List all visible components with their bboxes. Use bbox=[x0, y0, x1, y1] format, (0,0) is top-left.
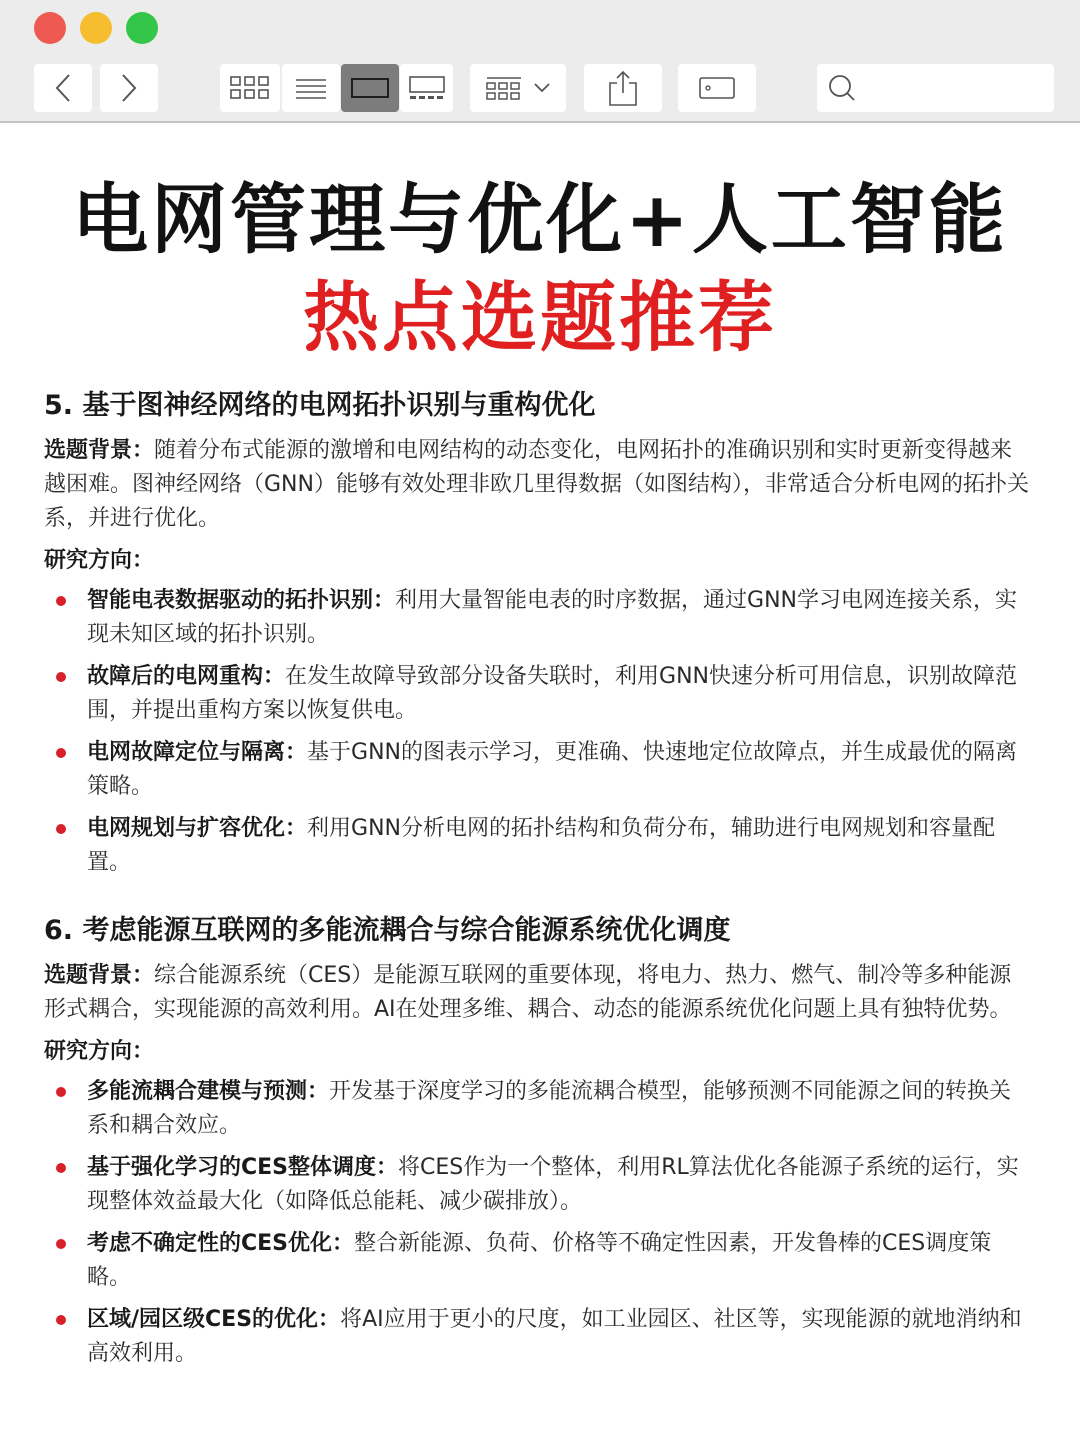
item-text: 在发生故障导致部分设备失联时，利用GNN快速分析可用信息，识别故障范围，并提出重构方案以恢复供电。 bbox=[87, 664, 1017, 723]
share-button[interactable] bbox=[584, 64, 662, 112]
bullet-icon bbox=[56, 1087, 66, 1097]
list-item bbox=[44, 584, 1029, 652]
chevron-down-icon bbox=[533, 82, 551, 94]
bullet-icon bbox=[56, 1239, 66, 1249]
search-input[interactable] bbox=[817, 64, 1054, 112]
background-paragraph bbox=[44, 959, 1029, 1027]
item-title: 多能流耦合建模与预测： bbox=[87, 1079, 330, 1104]
forward-button[interactable] bbox=[100, 64, 158, 112]
list-item bbox=[44, 1227, 1029, 1295]
item-text: 基于GNN的图表示学习，更准确、快速地定位故障点，并生成最优的隔离策略。 bbox=[87, 740, 1017, 799]
research-direction-label: 研究方向： bbox=[44, 1039, 155, 1064]
background-text: 综合能源系统（CES）是能源互联网的重要体现，将电力、热力、燃气、制冷等多种能源形式耦合，实现能源的高效利用。AI在处理多维、耦合、动态的能源系统优化问题上具有独特优势。 bbox=[44, 963, 1012, 1022]
chevron-left-icon bbox=[53, 72, 73, 104]
item-text: 利用GNN分析电网的拓扑结构和负荷分布，辅助进行电网规划和容量配置。 bbox=[87, 816, 995, 875]
window-toolbar bbox=[0, 0, 1080, 123]
list-item bbox=[44, 1151, 1029, 1219]
bullet-icon bbox=[56, 672, 66, 682]
background-paragraph bbox=[44, 434, 1029, 536]
section-heading: 5. 基于图神经网络的电网拓扑识别与重构优化 bbox=[44, 390, 596, 421]
list-item bbox=[44, 736, 1029, 804]
search-icon bbox=[827, 73, 857, 103]
list-item bbox=[44, 1075, 1029, 1143]
view-filmstrip-button[interactable] bbox=[400, 64, 453, 112]
group-icon bbox=[485, 75, 525, 101]
item-title: 区域/园区级CES的优化： bbox=[87, 1307, 341, 1332]
back-button[interactable] bbox=[34, 64, 92, 112]
item-title: 考虑不确定性的CES优化： bbox=[87, 1231, 355, 1256]
background-text: 随着分布式能源的激增和电网结构的动态变化，电网拓扑的准确识别和实时更新变得越来越困难。图神经网络（GNN）能够有效处理非欧几里得数据（如图结构），非常适合分析电网的拓扑关系，并进行优化。 bbox=[44, 438, 1029, 531]
bullet-icon bbox=[56, 824, 66, 834]
bullet-icon bbox=[56, 596, 66, 606]
view-gallery-button[interactable] bbox=[341, 64, 399, 112]
chevron-right-icon bbox=[119, 72, 139, 104]
bullet-icon bbox=[56, 748, 66, 758]
item-title: 智能电表数据驱动的拓扑识别： bbox=[87, 588, 396, 613]
bullet-icon bbox=[56, 1315, 66, 1325]
section-heading: 6. 考虑能源互联网的多能流耦合与综合能源系统优化调度 bbox=[44, 915, 731, 946]
item-text: 将AI应用于更小的尺度，如工业园区、社区等，实现能源的就地消纳和高效利用。 bbox=[87, 1307, 1022, 1366]
view-list-button[interactable] bbox=[282, 64, 340, 112]
item-title: 基于强化学习的CES整体调度： bbox=[87, 1155, 399, 1180]
research-direction-list bbox=[44, 1075, 1029, 1371]
share-icon bbox=[608, 69, 638, 107]
item-text: 将CES作为一个整体，利用RL算法优化各能源子系统的运行，实现整体效益最大化（如降低总能耗、减少碳排放）。 bbox=[87, 1155, 1019, 1214]
page-subtitle: 热点选题推荐 bbox=[303, 273, 777, 362]
tag-button[interactable] bbox=[678, 64, 756, 112]
background-label: 选题背景： bbox=[44, 963, 155, 988]
filmstrip-view-icon bbox=[408, 75, 446, 101]
item-text: 开发基于深度学习的多能流耦合模型，能够预测不同能源之间的转换关系和耦合效应。 bbox=[87, 1079, 1012, 1138]
grid-view-icon bbox=[229, 75, 271, 101]
background-label: 选题背景： bbox=[44, 438, 155, 463]
page-title: 电网管理与优化+人工智能 bbox=[72, 175, 1008, 264]
close-window-button[interactable] bbox=[34, 12, 66, 44]
tag-icon bbox=[697, 75, 737, 101]
list-view-icon bbox=[294, 76, 328, 100]
item-text: 利用大量智能电表的时序数据，通过GNN学习电网连接关系，实现未知区域的拓扑识别。 bbox=[87, 588, 1017, 647]
topic-section-6 bbox=[44, 913, 1029, 1379]
minimize-window-button[interactable] bbox=[80, 12, 112, 44]
zoom-window-button[interactable] bbox=[126, 12, 158, 44]
list-item bbox=[44, 1303, 1029, 1371]
topic-section-5 bbox=[44, 388, 1029, 888]
gallery-view-icon bbox=[350, 75, 390, 101]
item-title: 故障后的电网重构： bbox=[87, 664, 286, 689]
research-direction-list bbox=[44, 584, 1029, 880]
bullet-icon bbox=[56, 1163, 66, 1173]
research-direction-label: 研究方向： bbox=[44, 548, 155, 573]
item-title: 电网规划与扩容优化： bbox=[87, 816, 308, 841]
view-grid-button[interactable] bbox=[220, 64, 280, 112]
list-item bbox=[44, 660, 1029, 728]
item-text: 整合新能源、负荷、价格等不确定性因素，开发鲁棒的CES调度策略。 bbox=[87, 1231, 992, 1290]
group-menu-button[interactable] bbox=[470, 64, 566, 112]
list-item bbox=[44, 812, 1029, 880]
item-title: 电网故障定位与隔离： bbox=[87, 740, 308, 765]
